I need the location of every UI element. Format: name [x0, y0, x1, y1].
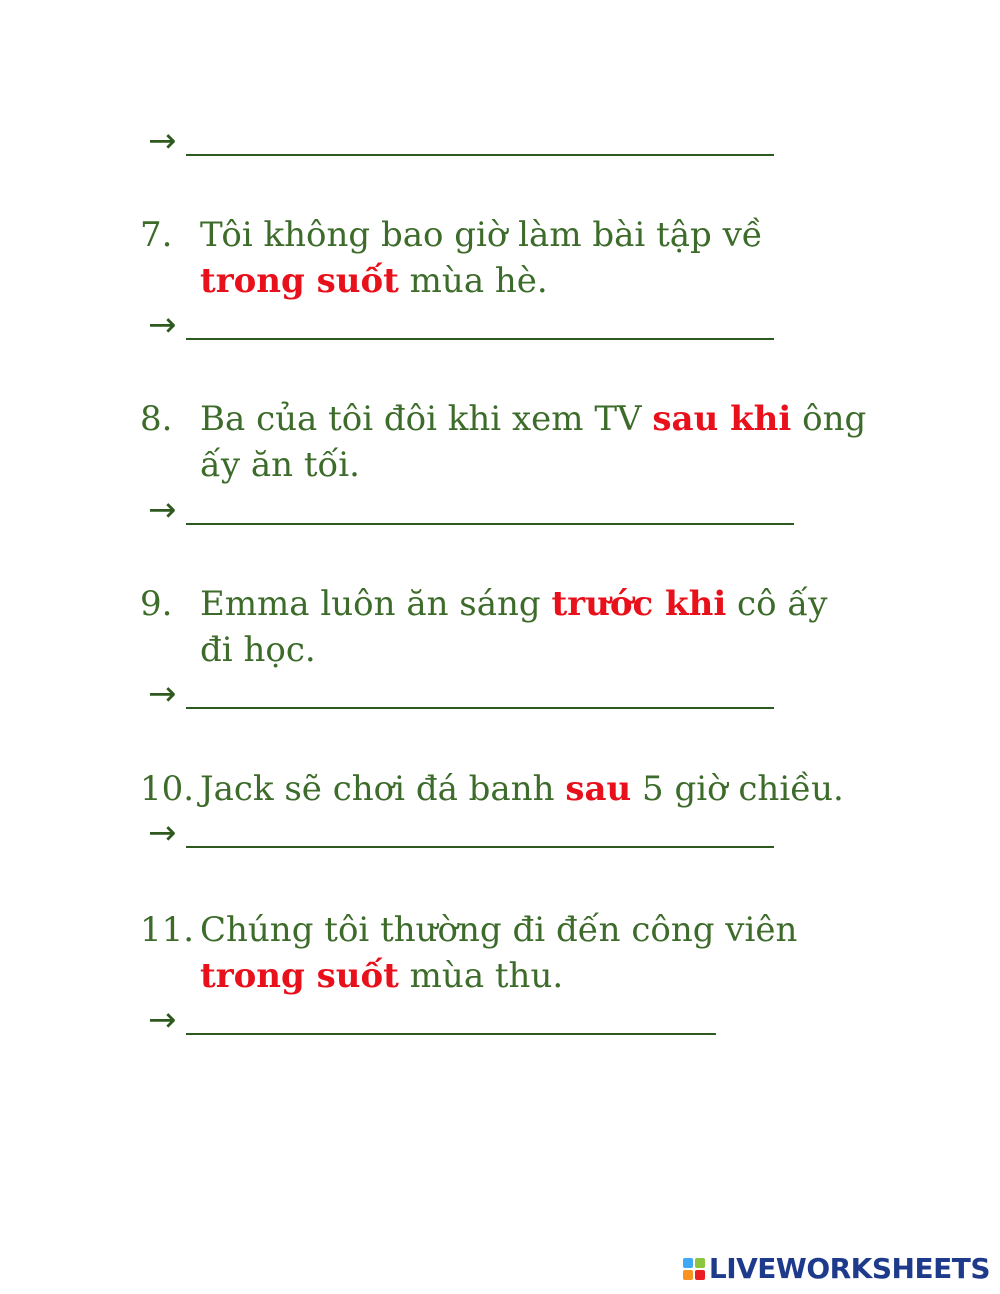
question-text-part: Jack sẽ chơi đá banh	[200, 769, 566, 809]
question-number: 9.	[140, 584, 173, 624]
question-7	[140, 212, 800, 304]
question-text-part: Chúng tôi thường đi đến công viên	[200, 910, 798, 950]
question-text-part: ông ấy ăn tối.	[200, 399, 867, 485]
answer-line-11[interactable]	[148, 997, 716, 1040]
question-text-part: Tôi không bao giờ làm bài tập về	[200, 215, 763, 255]
question-keyword: trong suốt	[200, 956, 399, 996]
question-number: 7.	[140, 215, 173, 255]
arrow-icon: →	[148, 305, 177, 345]
brand-name: LIVEWORKSHEETS	[708, 1252, 990, 1285]
question-text-part: mùa thu.	[398, 956, 564, 996]
answer-line-6[interactable]	[148, 118, 774, 161]
answer-blank[interactable]	[186, 1032, 716, 1035]
question-text-part: cô ấy đi học.	[200, 584, 828, 670]
arrow-icon: →	[148, 1000, 177, 1040]
answer-line-7[interactable]	[148, 302, 774, 345]
question-number: 10.	[140, 769, 195, 809]
question-text-part: 5 giờ chiều.	[631, 769, 844, 809]
answer-blank[interactable]	[186, 522, 794, 525]
arrow-icon: →	[148, 813, 177, 853]
question-keyword: sau khi	[652, 399, 792, 439]
arrow-icon: →	[148, 121, 177, 161]
question-11	[140, 907, 860, 999]
question-keyword: trong suốt	[200, 261, 399, 301]
question-text	[200, 212, 800, 304]
answer-blank[interactable]	[186, 337, 774, 340]
question-keyword: sau	[565, 769, 632, 809]
answer-blank[interactable]	[186, 153, 774, 156]
answer-line-10[interactable]	[148, 810, 774, 853]
question-8	[140, 396, 890, 488]
answer-blank[interactable]	[186, 706, 774, 709]
liveworksheets-logo	[683, 1252, 990, 1285]
question-text	[200, 766, 920, 812]
arrow-icon: →	[148, 674, 177, 714]
arrow-icon: →	[148, 490, 177, 530]
question-text-part: mùa hè.	[398, 261, 548, 301]
question-text-part: Ba của tôi đôi khi xem TV	[200, 399, 653, 439]
answer-line-8[interactable]	[148, 487, 794, 530]
question-text	[200, 581, 860, 673]
question-10	[140, 766, 920, 812]
question-text	[200, 907, 860, 999]
logo-icon	[683, 1258, 705, 1280]
question-keyword: trước khi	[551, 584, 727, 624]
question-9	[140, 581, 860, 673]
question-number: 8.	[140, 399, 173, 439]
question-text	[200, 396, 890, 488]
question-text-part: Emma luôn ăn sáng	[200, 584, 552, 624]
answer-blank[interactable]	[186, 845, 774, 848]
question-number: 11.	[140, 910, 195, 950]
answer-line-9[interactable]	[148, 671, 774, 714]
